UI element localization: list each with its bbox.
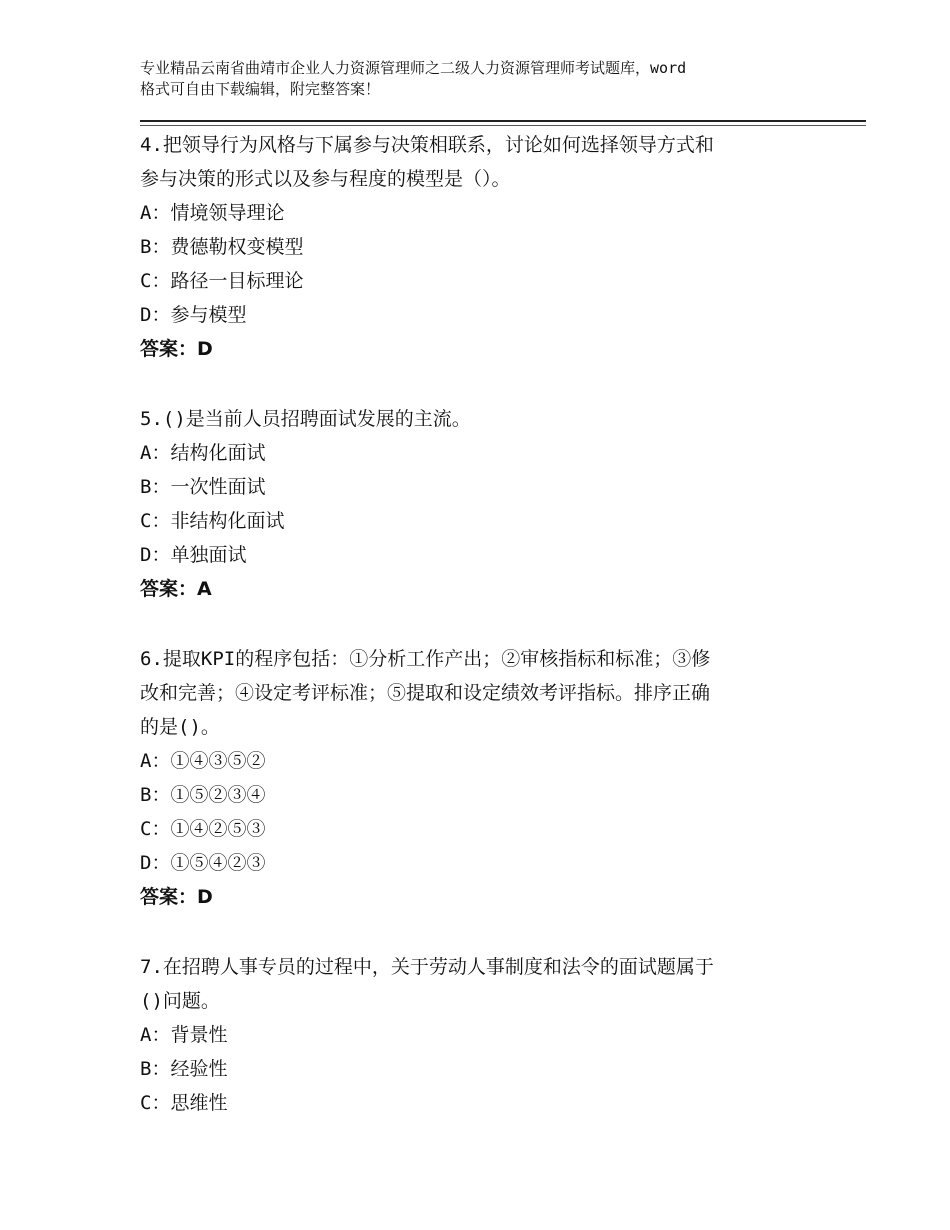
option-b: B：费德勒权变模型 [140,236,304,258]
option-a: A：①④③⑤② [140,750,266,772]
stem-line: 7.在招聘人事专员的过程中，关于劳动人事制度和法令的面试题属于 [140,956,714,978]
stem-line: 参与决策的形式以及参与程度的模型是（）。 [140,168,511,190]
answer: 答案：A [140,578,212,600]
option-d: D：①⑤④②③ [140,852,266,874]
stem-line: 6.提取KPI的程序包括：①分析工作产出；②审核指标和标准；③修 [140,648,711,670]
question-5 [140,400,830,606]
answer: 答案：D [140,886,213,908]
option-a: A：结构化面试 [140,442,266,464]
question-6 [140,640,830,914]
question-list [140,126,830,1120]
option-b: B：经验性 [140,1058,228,1080]
page-header [140,58,840,100]
header-line-2: 格式可自由下载编辑，附完整答案！ [140,80,381,98]
option-c: C：思维性 [140,1092,228,1114]
option-c: C：非结构化面试 [140,510,285,532]
question-stem [140,400,830,436]
stem-line: 5.()是当前人员招聘面试发展的主流。 [140,408,471,430]
question-stem [140,948,830,1018]
stem-line: 的是()。 [140,716,220,738]
answer: 答案：D [140,338,213,360]
option-a: A：情境领导理论 [140,202,285,224]
stem-line: 改和完善；④设定考评标准；⑤提取和设定绩效考评指标。排序正确 [140,682,711,704]
question-stem [140,126,830,196]
option-d: D：参与模型 [140,304,247,326]
stem-line: 4.把领导行为风格与下属参与决策相联系，讨论如何选择领导方式和 [140,134,714,156]
header-divider-thick [140,120,866,122]
option-b: B：①⑤②③④ [140,784,266,806]
question-7 [140,948,830,1120]
option-a: A：背景性 [140,1024,228,1046]
option-d: D：单独面试 [140,544,247,566]
question-4 [140,126,830,366]
option-c: C：路径一目标理论 [140,270,304,292]
question-stem [140,640,830,744]
question-spacer [140,366,830,400]
option-c: C：①④②⑤③ [140,818,266,840]
option-b: B：一次性面试 [140,476,266,498]
question-spacer [140,606,830,640]
header-line-1: 专业精品云南省曲靖市企业人力资源管理师之二级人力资源管理师考试题库，word [140,59,687,77]
question-spacer [140,914,830,948]
stem-line: ()问题。 [140,990,220,1012]
